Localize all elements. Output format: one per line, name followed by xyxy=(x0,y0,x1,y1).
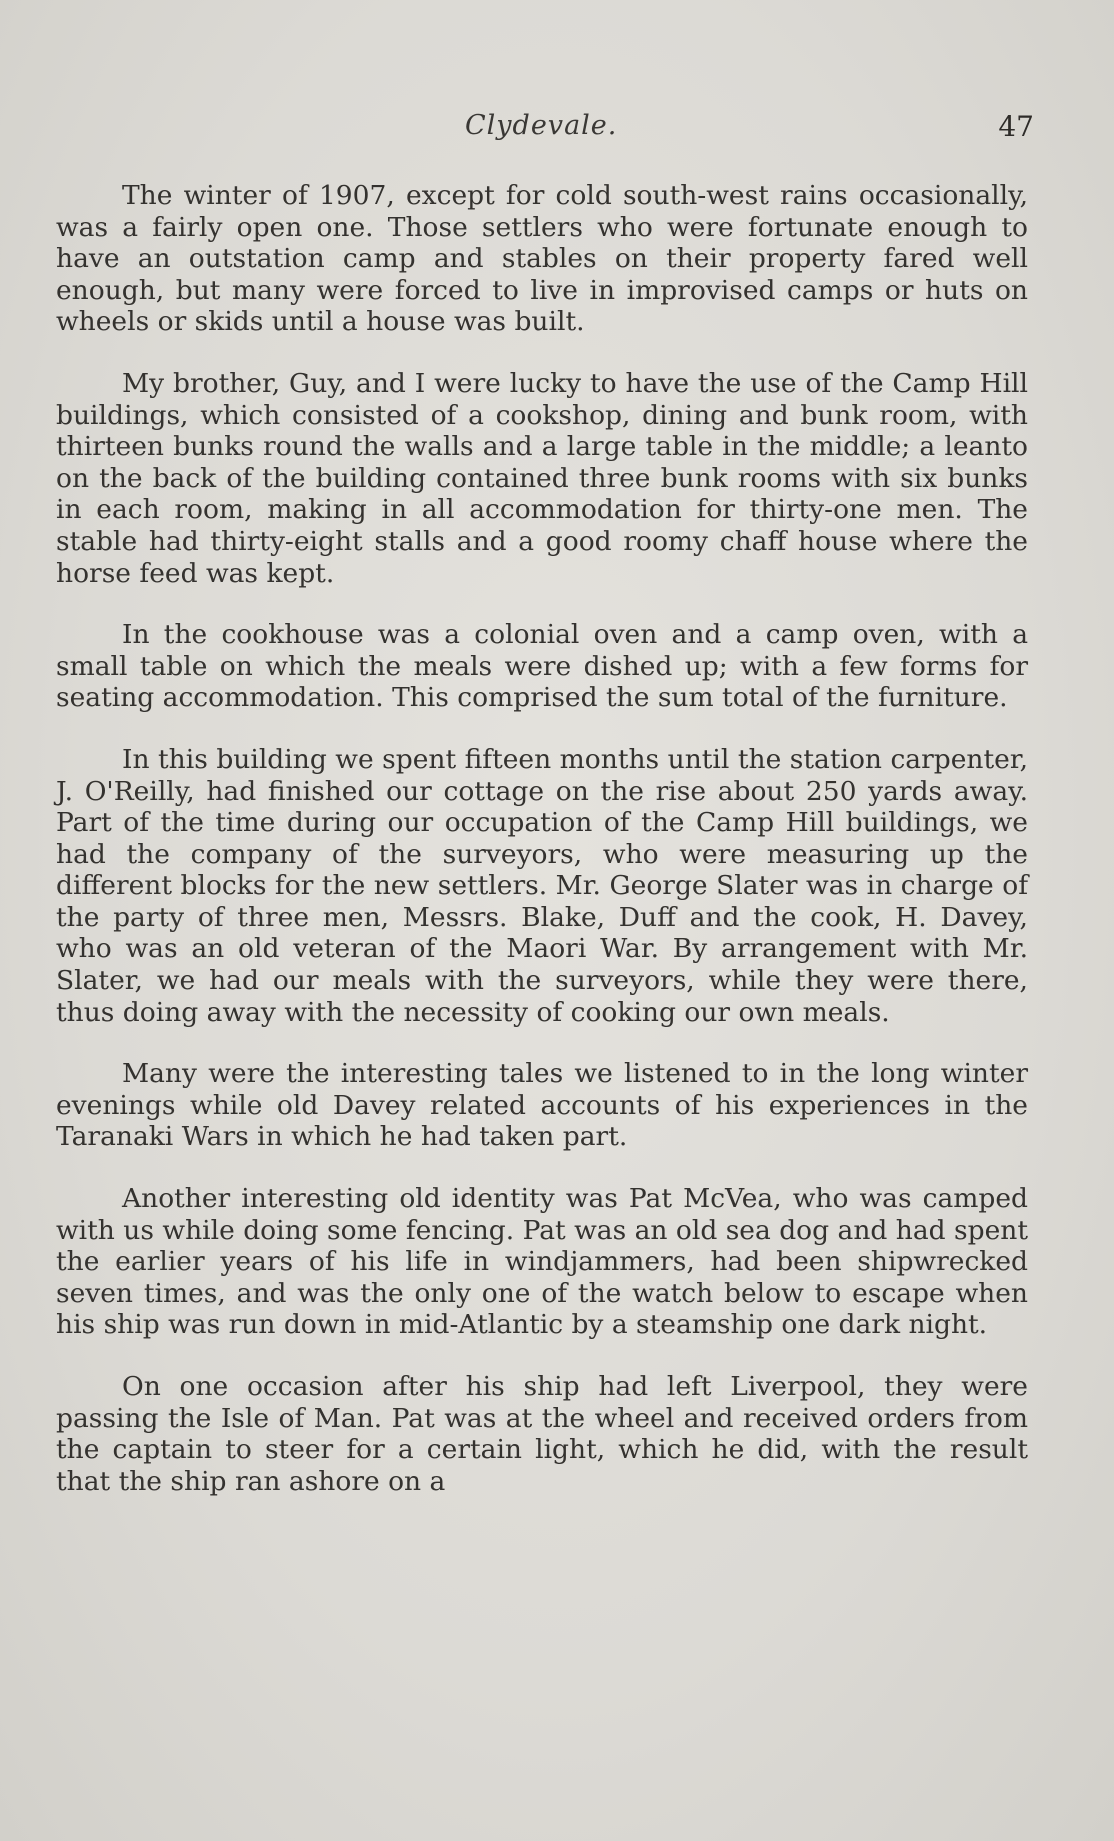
paragraph-winter-1907: The winter of 1907, except for cold south-west rains occasionally, was a fairly open one. Those settlers who were fortunate enough to have an outstation camp and stables on their property fared well enough, but many were forced to live in improvised camps or huts on wheels or skids until a house was built. xyxy=(56,180,1028,338)
running-title: Clydevale. xyxy=(465,110,618,141)
paragraph-camp-hill-buildings: My brother, Guy, and I were lucky to have the use of the Camp Hill buildings, which consisted of a cookshop, dining and bunk room, with thirteen bunks round the walls and a large table in the middle; a leanto on the back of the building contained three bunk rooms with six bunks in each room, making in all accommodation for thirty-one men. The stable had thirty-eight stalls and a good roomy chaff house where the horse feed was kept. xyxy=(56,367,1028,589)
page-header xyxy=(0,110,1114,150)
paragraph-liverpool: On one occasion after his ship had left Liverpool, they were passing the Isle of Man. Pat was at the wheel and received orders from the captain to steer for a certain light, which he did, with the result that the ship ran ashore on a xyxy=(56,1371,1028,1497)
paragraph-pat-mcvea: Another interesting old identity was Pat McVea, who was camped with us while doing some fencing. Pat was an old sea dog and had spent the earlier years of his life in windjammers, had been shipwrecked seven times, and was the only one of the watch below to escape when his ship was run down in mid-Atlantic by a steamship one dark night. xyxy=(56,1183,1028,1341)
page-number: 47 xyxy=(998,110,1034,143)
paragraph-davey-tales: Many were the interesting tales we listened to in the long winter evenings while old Davey related accounts of his experiences in the Taranaki Wars in which he had taken part. xyxy=(56,1058,1028,1153)
paragraph-cookhouse: In the cookhouse was a colonial oven and a camp oven, with a small table on which the meals were dished up; with a few forms for seating accommodation. This comprised the sum total of the furniture. xyxy=(56,619,1028,714)
body-text xyxy=(56,180,1028,1527)
paragraph-fifteen-months: In this building we spent fifteen months until the station carpenter, J. O'Reilly, had finished our cottage on the rise about 250 yards away. Part of the time during our occupation of the Camp Hill buildings, we had the company of the surveyors, who were measuring up the different blocks for the new settlers. Mr. George Slater was in charge of the party of three men, Messrs. Blake, Duff and the cook, H. Davey, who was an old veteran of the Maori War. By arrangement with Mr. Slater, we had our meals with the surveyors, while they were there, thus doing away with the necessity of cooking our own meals. xyxy=(56,743,1028,1028)
